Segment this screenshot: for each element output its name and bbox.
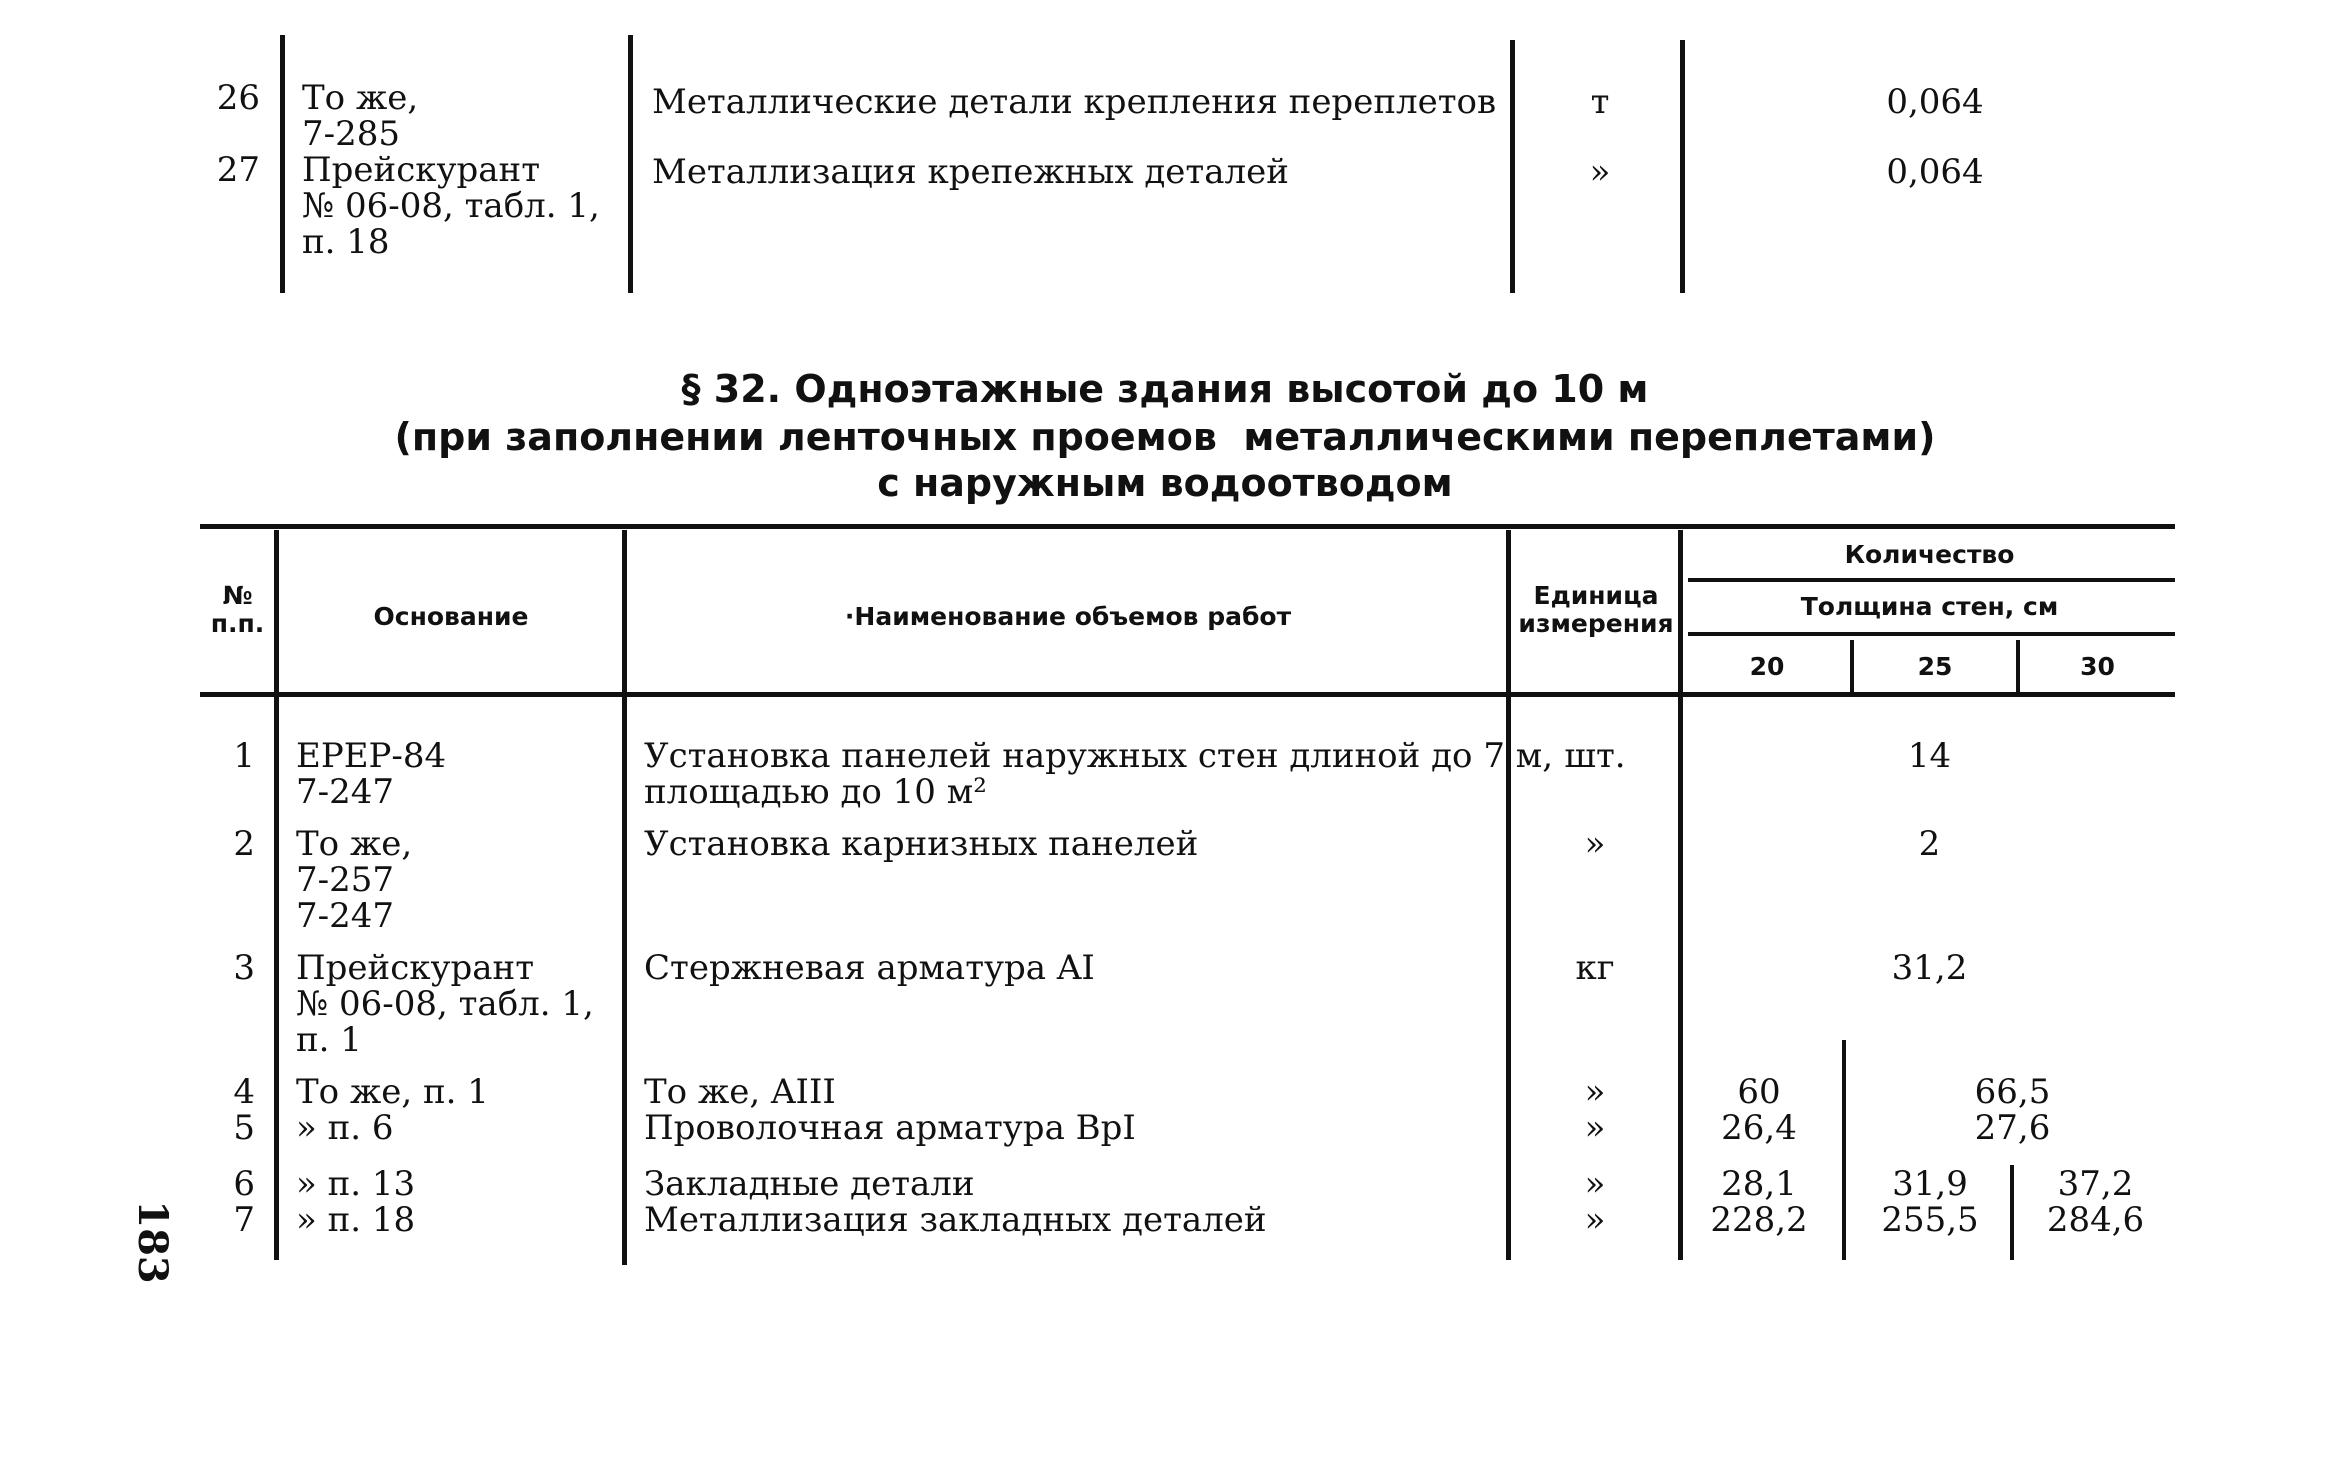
header-unit: Единица измерения: [1518, 581, 1674, 638]
row-quantity-25-30: 66,5: [1974, 1072, 2051, 1112]
header-quantity: Количество: [1844, 540, 2015, 569]
page-number: 183: [128, 1200, 176, 1284]
row-unit: »: [1584, 824, 1606, 864]
row-basis: » п. 18: [296, 1200, 416, 1240]
top-row-qty: 0,064: [1886, 152, 1984, 192]
top-row-num: 27: [216, 150, 260, 190]
row-num: 3: [233, 948, 255, 988]
top-divider-4: [1680, 40, 1685, 293]
header-bottom-rule: [200, 692, 2175, 697]
top-row-basis: То же, 7-285: [302, 78, 419, 154]
top-row-unit: т: [1590, 82, 1610, 122]
section-title-line-2: (при заполнении ленточных проемов металлическими переплетами): [394, 415, 1936, 459]
row-basis: ЕРЕР-84 7-247: [296, 736, 447, 812]
row-quantity-20: 60: [1737, 1072, 1781, 1112]
table-top-rule: [200, 524, 2175, 529]
row-name: Установка панелей наружных стен длиной до 7 м, площадью до 10 м²: [644, 736, 1554, 812]
row-unit: »: [1584, 1200, 1606, 1240]
row-basis: То же, 7-257 7-247: [296, 824, 413, 936]
top-divider-2: [628, 35, 633, 293]
qty-header-rule: [1688, 578, 2175, 582]
header-thickness-25: 25: [1917, 652, 1953, 681]
top-row-basis: Прейскурант № 06-08, табл. 1, п. 18: [302, 150, 600, 262]
top-row-num: 26: [216, 78, 260, 118]
row-quantity: 31,2: [1891, 948, 1968, 988]
top-row-qty: 0,064: [1886, 82, 1984, 122]
row-num: 1: [233, 736, 255, 776]
row-quantity: 14: [1907, 736, 1952, 776]
row-quantity-25: 255,5: [1881, 1200, 1979, 1240]
row-basis: » п. 13: [296, 1164, 416, 1204]
section-title-line-1: § 32. Одноэтажные здания высотой до 10 м: [681, 367, 1649, 411]
thickness-header-rule: [1688, 632, 2175, 636]
header-num: № п.п.: [210, 581, 265, 638]
row-name: Стержневая арматура AI: [644, 948, 1095, 988]
row-basis: Прейскурант № 06-08, табл. 1, п. 1: [296, 948, 594, 1060]
row-unit: »: [1584, 1108, 1606, 1148]
header-thickness-30: 30: [2080, 652, 2115, 681]
top-row-unit: »: [1589, 152, 1611, 192]
row-quantity-20: 26,4: [1721, 1108, 1797, 1148]
row-quantity: 2: [1918, 824, 1941, 864]
header-name: ·Наименование объемов работ: [844, 602, 1292, 631]
col-divider-basis: [622, 530, 627, 1265]
col-divider-name: [1506, 530, 1511, 1260]
row-quantity-25: 31,9: [1892, 1164, 1968, 1204]
col-divider-num: [274, 530, 279, 1260]
row-unit: шт.: [1564, 736, 1626, 776]
row-num: 4: [233, 1072, 255, 1112]
row-name: Установка карнизных панелей: [644, 824, 1199, 864]
top-row-name: Металлические детали крепления переплетов: [652, 82, 1497, 122]
row-num: 7: [233, 1200, 255, 1240]
row-name: Закладные детали: [644, 1164, 975, 1204]
qty-divider-30: [2010, 1165, 2014, 1260]
row-quantity-30: 37,2: [2057, 1164, 2134, 1204]
header-basis: Основание: [373, 602, 529, 631]
row-quantity-20: 228,2: [1710, 1200, 1808, 1240]
header-thickness-20: 20: [1749, 652, 1785, 681]
row-quantity-25-30: 27,6: [1974, 1108, 2051, 1148]
row-num: 6: [233, 1164, 255, 1204]
col-divider-unit: [1678, 530, 1683, 1260]
row-name: Проволочная арматура BpI: [644, 1108, 1136, 1148]
section-title-line-3: с наружным водоотводом: [877, 461, 1453, 505]
row-num: 5: [233, 1108, 255, 1148]
row-basis: То же, п. 1: [296, 1072, 489, 1112]
top-row-name: Металлизация крепежных деталей: [652, 152, 1289, 192]
row-basis: » п. 6: [296, 1108, 394, 1148]
row-unit: кг: [1575, 948, 1615, 988]
row-name: То же, AIII: [644, 1072, 836, 1112]
header-wall-thickness: Толщина стен, см: [1800, 592, 2059, 621]
top-divider-1: [280, 35, 285, 293]
row-unit: »: [1584, 1164, 1606, 1204]
qty-divider-20: [1842, 1040, 1846, 1260]
row-quantity-20: 28,1: [1721, 1164, 1797, 1204]
row-quantity-30: 284,6: [2046, 1200, 2145, 1240]
row-num: 2: [233, 824, 255, 864]
row-unit: »: [1584, 1072, 1606, 1112]
top-divider-3: [1510, 40, 1515, 293]
row-name: Металлизация закладных деталей: [644, 1200, 1267, 1240]
